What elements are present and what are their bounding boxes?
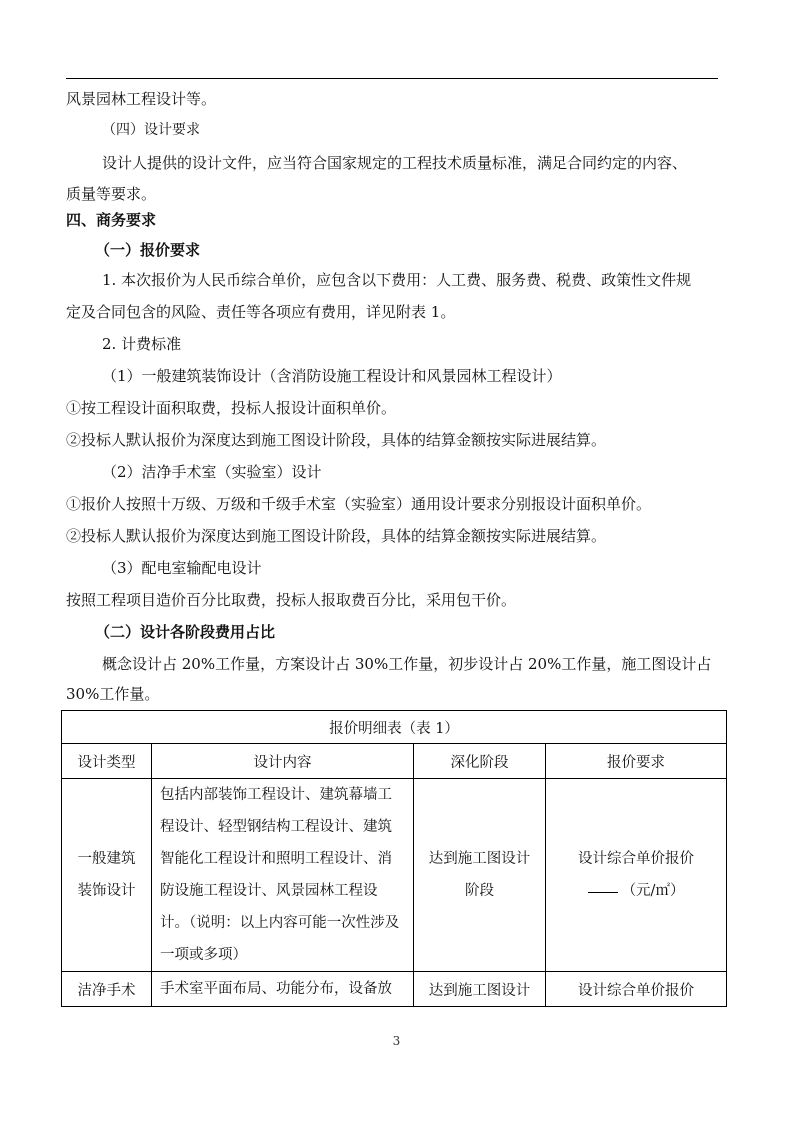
table-cell-price: [546, 779, 727, 972]
column-header: 报价要求: [546, 744, 727, 779]
page-number: 3: [392, 1034, 401, 1048]
body-line: ②投标人默认报价为深度达到施工图设计阶段，具体的结算金额按实际进展结算。: [66, 431, 607, 449]
price-unit-line: [546, 875, 726, 907]
column-header: 设计内容: [152, 744, 414, 779]
header-rule: [66, 78, 718, 79]
table-cell-content: 包括内部装饰工程设计、建筑幕墙工程设计、轻型钢结构工程设计、建筑智能化工程设计和照明工程设计、消防设施工程设计、风景园林工程设计。（说明：以上内容可能一次性涉及一项或多项）: [152, 779, 414, 972]
table-cell-price: 设计综合单价报价: [546, 972, 727, 1007]
subsection-heading: （二）设计各阶段费用占比: [95, 623, 276, 641]
body-line: ①按工程设计面积取费，投标人报设计面积单价。: [66, 399, 397, 417]
stage-line: 达到施工图设计: [428, 851, 531, 867]
body-line: ②投标人默认报价为深度达到施工图设计阶段，具体的结算金额按实际进展结算。: [66, 527, 607, 545]
column-header: 深化阶段: [414, 744, 546, 779]
price-line: 设计综合单价报价: [578, 851, 695, 867]
type-line: 一般建筑: [77, 851, 136, 867]
price-unit: （元/㎡）: [621, 883, 685, 899]
body-line: 定及合同包含的风险、责任等各项应有费用，详见附表 1。: [66, 303, 456, 321]
table-row: [62, 779, 727, 972]
subsection-heading: （四）设计要求: [102, 122, 200, 138]
body-line: （3）配电室输配电设计: [102, 559, 262, 577]
type-line: 装饰设计: [77, 883, 136, 899]
body-line: 按照工程项目造价百分比取费，投标人报取费百分比，采用包干价。: [66, 591, 517, 609]
table-cell-content: 手术室平面布局、功能分布，设备放: [152, 972, 414, 1007]
body-line: ①报价人按照十万级、万级和千级手术室（实验室）通用设计要求分别报设计面积单价。: [66, 495, 652, 513]
body-line: 30%工作量。: [66, 685, 160, 703]
column-header: 设计类型: [62, 744, 152, 779]
body-line: 设计人提供的设计文件，应当符合国家规定的工程技术质量标准，满足合同约定的内容、: [102, 154, 688, 172]
body-line: （2）洁净手术室（实验室）设计: [102, 463, 322, 481]
body-line: 风景园林工程设计等。: [66, 90, 217, 108]
body-line: 概念设计占 20%工作量，方案设计占 30%工作量，初步设计占 20%工作量，施工图设计占: [102, 655, 712, 673]
body-line: （1）一般建筑装饰设计（含消防设施工程设计和风景园林工程设计）: [102, 367, 562, 385]
quote-table: [61, 710, 727, 1007]
section-heading: 四、商务要求: [66, 211, 157, 229]
table-caption-row: [62, 711, 727, 744]
subsection-heading: （一）报价要求: [95, 241, 201, 259]
table-cell-type: 洁净手术: [62, 972, 152, 1007]
table-header-row: [62, 744, 727, 779]
table-cell-stage: [414, 779, 546, 972]
body-line: 1. 本次报价为人民币综合单价，应包含以下费用：人工费、服务费、税费、政策性文件规: [102, 271, 692, 289]
fill-in-blank: [588, 892, 618, 893]
table-cell-stage: 达到施工图设计: [414, 972, 546, 1007]
stage-line: 阶段: [465, 883, 494, 899]
table-caption: 报价明细表（表 1）: [62, 711, 727, 744]
table-cell-type: [62, 779, 152, 972]
table-row: [62, 972, 727, 1007]
body-line: 质量等要求。: [66, 185, 157, 203]
body-line: 2. 计费标准: [102, 335, 182, 353]
